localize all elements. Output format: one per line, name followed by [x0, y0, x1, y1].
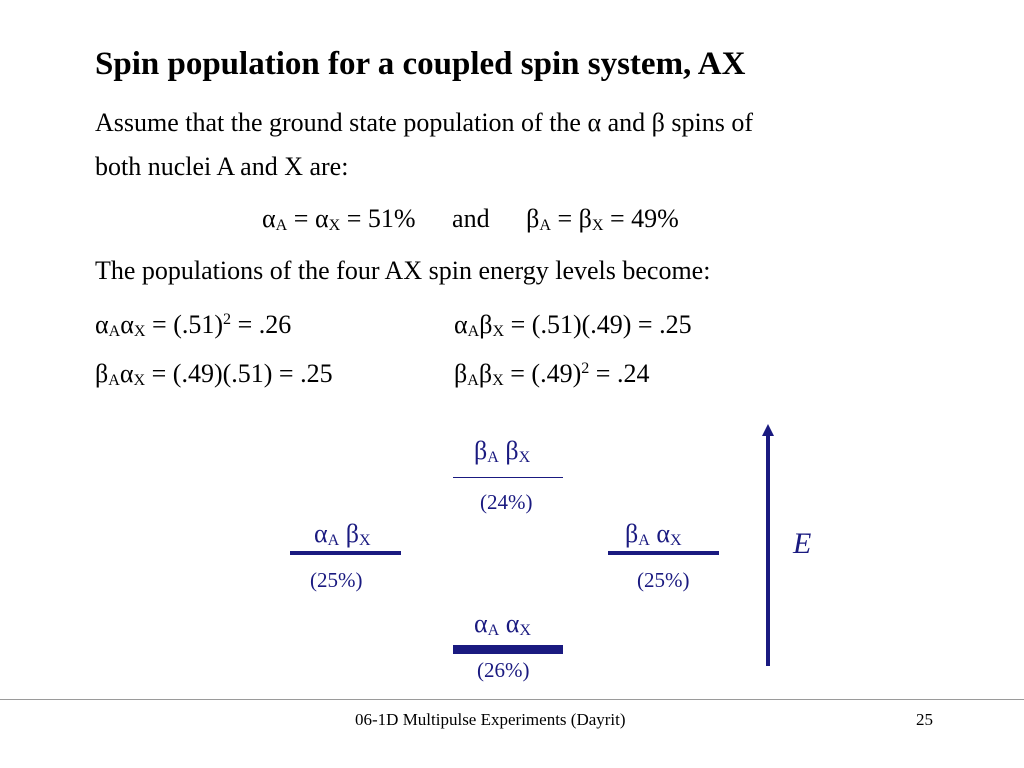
level-label-beta-alpha — [625, 519, 682, 549]
subscript-a: A — [108, 371, 120, 389]
beta-population-value: = 49% — [610, 204, 679, 233]
alpha-symbol: α — [505, 609, 520, 638]
population-beta-beta — [454, 359, 649, 389]
beta-symbol: β — [625, 519, 639, 548]
beta-symbol: β — [479, 310, 493, 339]
levels-intro-line: The populations of the four AX spin energy levels become: — [95, 256, 711, 285]
beta-symbol: β — [454, 359, 468, 388]
exponent: 2 — [223, 311, 232, 329]
alpha-symbol: α — [120, 310, 134, 339]
population-alpha-alpha — [95, 310, 291, 340]
energy-arrow-icon — [756, 422, 780, 668]
beta-symbol: β — [474, 436, 488, 465]
subscript-x: X — [492, 371, 504, 389]
beta-symbol: β — [526, 204, 540, 233]
slide-title: Spin population for a coupled spin system, AX — [95, 46, 746, 82]
intro-line-1: Assume that the ground state population of the α and β spins of — [95, 108, 753, 137]
level-percent-alpha-alpha: (26%) — [477, 658, 530, 682]
population-alpha-beta — [454, 310, 692, 340]
level-label-beta-beta — [474, 436, 530, 466]
exponent: 2 — [581, 360, 590, 378]
population-expression: = (.49)(.51) = .25 — [145, 359, 333, 388]
subscript-x: X — [328, 216, 341, 234]
energy-level-alpha-beta — [290, 551, 401, 555]
subscript-x: X — [133, 322, 146, 340]
alpha-symbol: α — [95, 310, 109, 339]
population-result: = .26 — [231, 310, 292, 339]
beta-symbol: β — [505, 436, 519, 465]
subscript-x: X — [518, 448, 531, 466]
subscript-a: A — [108, 322, 121, 340]
population-result: = .24 — [589, 359, 650, 388]
subscript-x: X — [519, 621, 532, 639]
alpha-symbol: α — [262, 204, 276, 233]
subscript-a: A — [487, 448, 499, 466]
alpha-symbol: α — [454, 310, 468, 339]
subscript-a: A — [467, 322, 480, 340]
energy-axis-label: E — [793, 527, 812, 560]
level-percent-beta-alpha: (25%) — [637, 568, 690, 592]
subscript-a: A — [467, 371, 479, 389]
footer-text: 06-1D Multipulse Experiments (Dayrit) — [355, 710, 626, 729]
beta-symbol: β — [478, 359, 493, 388]
subscript-a: A — [327, 531, 340, 549]
alpha-symbol: α — [314, 519, 328, 548]
subscript-x: X — [359, 531, 371, 549]
subscript-a: A — [638, 531, 650, 549]
population-expression: = (.51)(.49) = .25 — [504, 310, 692, 339]
level-label-alpha-beta — [314, 519, 371, 549]
subscript-x: X — [591, 216, 604, 234]
intro-line-2: both nuclei A and X are: — [95, 152, 349, 181]
population-expression: = (.51) — [145, 310, 224, 339]
alpha-symbol: α — [656, 519, 670, 548]
subscript-a: A — [275, 216, 288, 234]
subscript-x: X — [492, 322, 505, 340]
alpha-population-value: = 51% — [346, 204, 416, 233]
beta-symbol: β — [578, 204, 592, 233]
beta-symbol: β — [95, 359, 109, 388]
subscript-a: A — [487, 621, 500, 639]
equals-sign: = — [557, 204, 573, 233]
and-connector: and — [452, 204, 490, 233]
energy-level-beta-alpha — [608, 551, 719, 555]
population-expression: = (.49) — [503, 359, 582, 388]
alpha-symbol: α — [314, 204, 329, 233]
page-number: 25 — [916, 710, 933, 729]
footer-divider — [0, 699, 1024, 700]
level-label-alpha-alpha — [474, 609, 531, 639]
level-percent-beta-beta: (24%) — [480, 490, 533, 514]
energy-level-beta-beta — [453, 477, 563, 478]
energy-level-alpha-alpha — [453, 645, 563, 654]
level-percent-alpha-beta: (25%) — [310, 568, 363, 592]
subscript-a: A — [539, 216, 551, 234]
beta-symbol: β — [345, 519, 359, 548]
alpha-symbol: α — [474, 609, 488, 638]
equals-sign: = — [293, 204, 309, 233]
subscript-x: X — [133, 371, 146, 389]
population-beta-alpha — [95, 359, 333, 389]
ground-state-equation — [262, 204, 679, 234]
subscript-x: X — [670, 531, 682, 549]
alpha-symbol: α — [119, 359, 134, 388]
